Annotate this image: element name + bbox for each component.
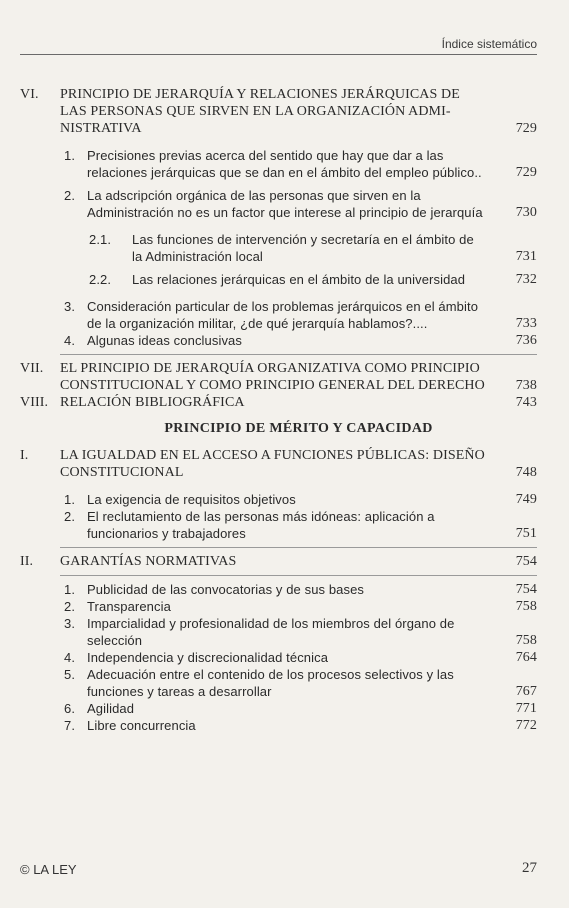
toc-entry bbox=[20, 187, 537, 221]
toc-text: Precisiones previas acerca del sentido que hay que dar a las relaciones jerárquicas que se dan en el ámbito del empleo público.. bbox=[87, 148, 482, 180]
toc-page: 729 bbox=[515, 121, 537, 136]
toc-page: 743 bbox=[515, 395, 537, 410]
section-title: PRINCIPIO DE MÉRITO Y CAPACIDAD bbox=[164, 421, 433, 436]
toc-number: 2. bbox=[64, 188, 76, 203]
toc-page: 771 bbox=[515, 701, 537, 716]
toc-page: 749 bbox=[515, 492, 537, 507]
toc-text: Publicidad de las convocatorias y de sus bases bbox=[87, 582, 365, 597]
toc-text: Las funciones de intervención y secretaría en el ámbito de la Administración local bbox=[132, 232, 474, 264]
toc-number: II. bbox=[20, 554, 34, 569]
toc-number: 4. bbox=[64, 650, 76, 665]
toc-text: Adecuación entre el contenido de los procesos selectivos y las funciones y tareas a desarrollar bbox=[87, 667, 454, 699]
toc-number: 4. bbox=[64, 333, 76, 348]
toc-text: La adscripción orgánica de las personas que sirven en la Administración no es un factor que interese al principio de jerarquía bbox=[87, 188, 483, 220]
toc-page: 748 bbox=[515, 465, 537, 480]
toc-entry bbox=[20, 447, 537, 481]
toc-page: 751 bbox=[515, 526, 537, 541]
toc-entry bbox=[20, 717, 537, 734]
toc-entry bbox=[20, 615, 537, 649]
toc-page: 736 bbox=[515, 333, 537, 348]
toc-text: Independencia y discrecionalidad técnica bbox=[87, 650, 329, 665]
toc-page: 754 bbox=[515, 554, 537, 569]
toc-text: GARANTÍAS NORMATIVAS bbox=[60, 554, 237, 569]
toc-number: 7. bbox=[64, 718, 76, 733]
toc-page: 764 bbox=[515, 650, 537, 665]
toc-entry bbox=[20, 86, 537, 137]
toc-page: 729 bbox=[515, 165, 537, 180]
toc-text: LA IGUALDAD EN EL ACCESO A FUNCIONES PÚBLICAS: DISEÑO CONSTITUCIONAL bbox=[60, 448, 485, 480]
divider bbox=[60, 575, 537, 576]
toc-entry bbox=[20, 271, 537, 288]
toc-page: 730 bbox=[515, 205, 537, 220]
toc-page: 772 bbox=[515, 718, 537, 733]
toc-text: Consideración particular de los problemas jerárquicos en el ámbito de la organización militar, ¿de qué jerarquía hablamos?.... bbox=[87, 299, 479, 331]
toc-entry bbox=[20, 553, 537, 570]
toc-text: Agilidad bbox=[87, 701, 135, 716]
toc-page: 758 bbox=[515, 599, 537, 614]
toc-text: Algunas ideas conclusivas bbox=[87, 333, 242, 348]
toc-text: Transparencia bbox=[87, 599, 171, 614]
toc-number: 1. bbox=[64, 582, 76, 597]
toc-entry bbox=[20, 649, 537, 666]
toc-entry bbox=[20, 231, 537, 265]
toc-text: La exigencia de requisitos objetivos bbox=[87, 492, 296, 507]
toc-number: 2. bbox=[64, 599, 76, 614]
toc-entry bbox=[20, 147, 537, 181]
toc-page: 754 bbox=[515, 582, 537, 597]
toc-page: 738 bbox=[515, 378, 537, 393]
toc-text: Libre concurrencia bbox=[87, 718, 196, 733]
toc-text: RELACIÓN BIBLIOGRÁFICA bbox=[60, 395, 245, 410]
toc-entry bbox=[20, 581, 537, 598]
toc-entry bbox=[20, 508, 537, 542]
toc-entry bbox=[20, 298, 537, 332]
toc-entry bbox=[20, 700, 537, 717]
toc-number: 3. bbox=[64, 616, 76, 631]
toc-number: 3. bbox=[64, 299, 76, 314]
toc-number: VI. bbox=[20, 87, 39, 102]
publisher-label: © LA LEY bbox=[20, 862, 77, 877]
toc-entry bbox=[20, 666, 537, 700]
toc-number: 1. bbox=[64, 148, 76, 163]
toc-text: Las relaciones jerárquicas en el ámbito de la universidad bbox=[132, 272, 466, 287]
toc-text: El reclutamiento de las personas más idóneas: aplicación a funcionarios y trabajadores bbox=[87, 509, 435, 541]
page-number: 27 bbox=[522, 860, 537, 876]
toc-page: 758 bbox=[515, 633, 537, 648]
toc-text: PRINCIPIO DE JERARQUÍA Y RELACIONES JERÁRQUICAS DE LAS PERSONAS QUE SIRVEN EN LA ORGANIZACIÓN ADMI-NISTRATIVA bbox=[60, 87, 460, 136]
toc-page: 731 bbox=[515, 249, 537, 264]
toc-entry bbox=[20, 332, 537, 349]
toc-number: I. bbox=[20, 448, 29, 463]
toc-number: 6. bbox=[64, 701, 76, 716]
divider bbox=[60, 354, 537, 355]
running-head: Índice sistemático bbox=[441, 37, 537, 51]
toc-entry bbox=[20, 360, 537, 394]
toc-text: Imparcialidad y profesionalidad de los miembros del órgano de selección bbox=[87, 616, 455, 648]
toc-number: 5. bbox=[64, 667, 76, 682]
table-of-contents bbox=[20, 86, 537, 734]
toc-page: 732 bbox=[515, 272, 537, 287]
toc-text: EL PRINCIPIO DE JERARQUÍA ORGANIZATIVA COMO PRINCIPIO CONSTITUCIONAL Y COMO PRINCIPIO GENERAL DEL DERECHO bbox=[60, 361, 485, 393]
toc-number: 1. bbox=[64, 492, 76, 507]
toc-entry bbox=[20, 394, 537, 411]
divider bbox=[60, 547, 537, 548]
toc-number: VII. bbox=[20, 361, 44, 376]
toc-entry bbox=[20, 598, 537, 615]
toc-number: 2. bbox=[64, 509, 76, 524]
header-rule bbox=[20, 54, 537, 55]
toc-number: 2.2. bbox=[89, 272, 112, 287]
toc-number: 2.1. bbox=[89, 232, 112, 247]
toc-number: VIII. bbox=[20, 395, 49, 410]
toc-page: 733 bbox=[515, 316, 537, 331]
toc-entry bbox=[20, 491, 537, 508]
toc-page: 767 bbox=[515, 684, 537, 699]
